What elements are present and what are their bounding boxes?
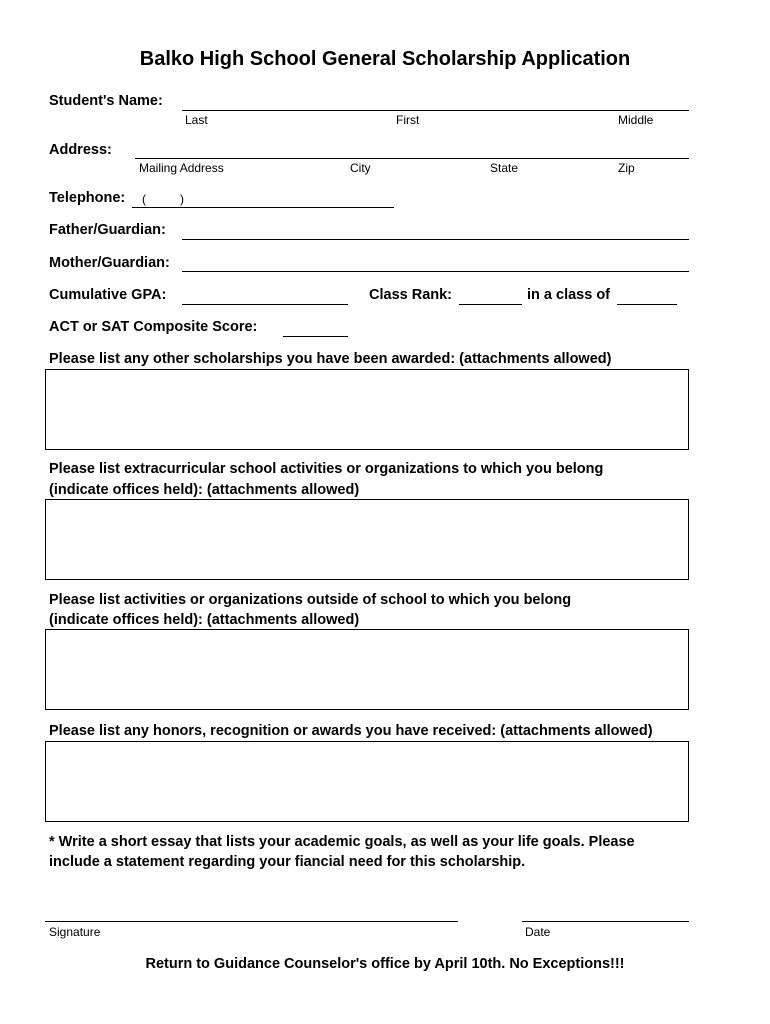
extracurricular-prompt-line1: Please list extracurricular school activities or organizations to which you belong (49, 461, 604, 477)
honors-prompt: Please list any honors, recognition or awards you have received: (attachments allowed) (49, 723, 653, 739)
last-name-caption: Last (185, 113, 208, 127)
essay-instruction-line1: * Write a short essay that lists your academic goals, as well as your life goals. Please (49, 834, 635, 850)
return-instruction: Return to Guidance Counselor's office by April 10th. No Exceptions!!! (145, 956, 625, 972)
signature-field[interactable] (45, 921, 458, 922)
act-sat-score-label: ACT or SAT Composite Score: (49, 319, 258, 335)
telephone-label: Telephone: (49, 190, 126, 206)
city-caption: City (350, 161, 371, 175)
outside-activities-prompt-line1: Please list activities or organizations outside of school to which you belong (49, 592, 572, 608)
class-rank-label: Class Rank: (369, 287, 453, 303)
essay-instruction-line2: include a statement regarding your fiancial need for this scholarship. (49, 854, 526, 870)
class-size-label: in a class of (527, 287, 611, 303)
address-label: Address: (49, 142, 112, 158)
first-name-caption: First (396, 113, 420, 127)
class-rank-field[interactable] (459, 304, 522, 305)
zip-caption: Zip (618, 161, 635, 175)
gpa-label: Cumulative GPA: (49, 287, 167, 303)
student-name-label: Student's Name: (49, 93, 163, 109)
extracurricular-textbox[interactable] (45, 499, 689, 580)
telephone-field[interactable] (132, 207, 394, 208)
act-sat-score-field[interactable] (283, 336, 348, 337)
class-size-field[interactable] (617, 304, 677, 305)
area-code-close-paren: ) (180, 192, 184, 206)
signature-caption: Signature (49, 925, 101, 939)
father-guardian-field[interactable] (182, 239, 689, 240)
area-code-open-paren: ( (142, 192, 146, 206)
state-caption: State (490, 161, 519, 175)
outside-activities-prompt-line2: (indicate offices held): (attachments allowed) (49, 612, 360, 628)
honors-textbox[interactable] (45, 741, 689, 822)
scholarships-textbox[interactable] (45, 369, 689, 450)
date-caption: Date (525, 925, 551, 939)
gpa-field[interactable] (182, 304, 348, 305)
date-field[interactable] (522, 921, 689, 922)
extracurricular-prompt-line2: (indicate offices held): (attachments allowed) (49, 482, 360, 498)
student-name-field[interactable] (182, 110, 689, 111)
father-guardian-label: Father/Guardian: (49, 222, 166, 238)
outside-activities-textbox[interactable] (45, 629, 689, 710)
mailing-address-caption: Mailing Address (139, 161, 224, 175)
mother-guardian-label: Mother/Guardian: (49, 255, 170, 271)
address-field[interactable] (135, 158, 689, 159)
middle-name-caption: Middle (618, 113, 654, 127)
form-title: Balko High School General Scholarship Application (139, 48, 631, 70)
mother-guardian-field[interactable] (182, 271, 689, 272)
scholarships-prompt: Please list any other scholarships you have been awarded: (attachments allowed) (49, 351, 612, 367)
